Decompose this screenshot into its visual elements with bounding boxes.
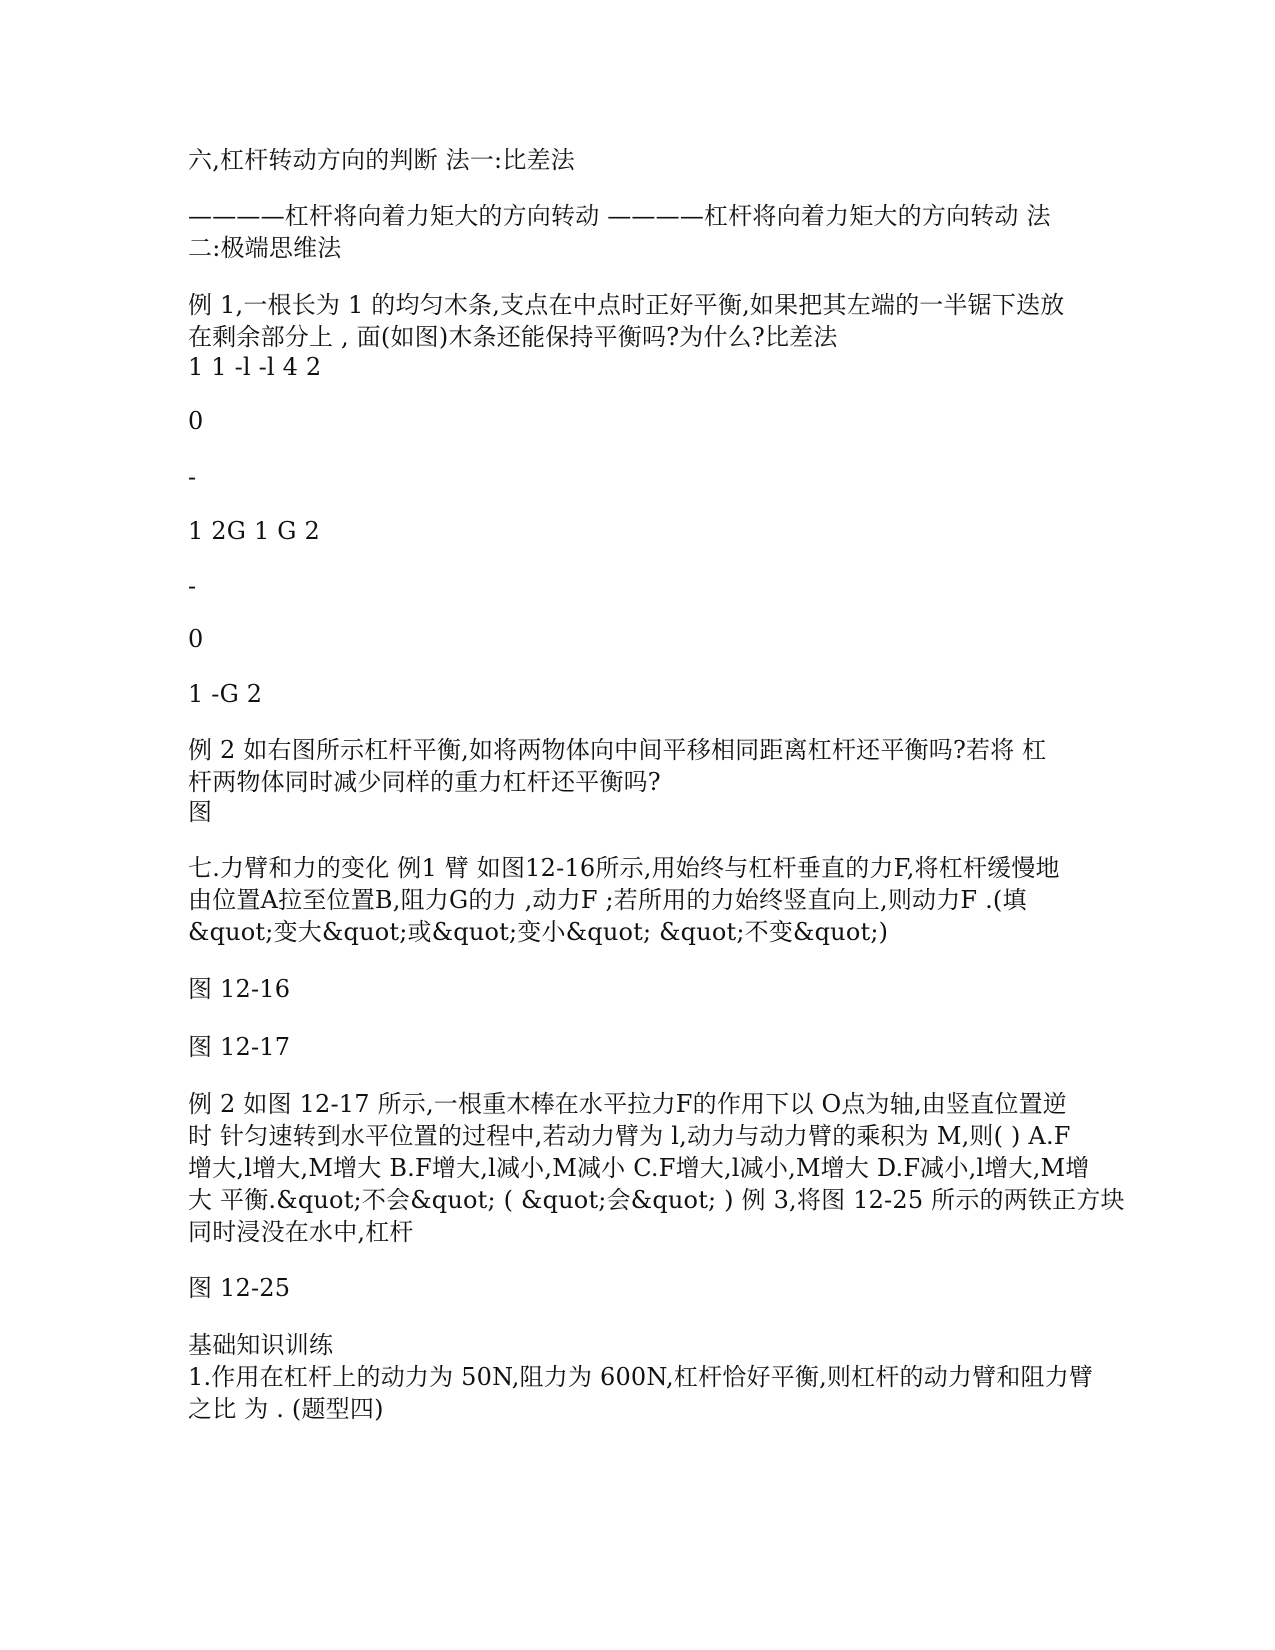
formula-line: 1 1 -l -l 4 2 — [188, 353, 322, 381]
formula-line: 0 — [188, 625, 204, 653]
figure-label: 图 12-25 — [188, 1274, 291, 1302]
text-line: ————杠杆将向着力矩大的方向转动 ————杠杆将向着力矩大的方向转动 法 — [188, 202, 1051, 230]
example-2b-text: 大 平衡.&quot;不会&quot; ( &quot;会&quot; ) 例 3,将图 12-25 所示的两铁正方块 — [188, 1186, 1125, 1214]
example-2b-text: 增大,l增大,M增大 B.F增大,l减小,M减小 C.F增大,l减小,M增大 D.F减小,l增大,M增 — [188, 1154, 1090, 1182]
example-2-text: 例 2 如右图所示杠杆平衡,如将两物体向中间平移相同距离杠杆还平衡吗?若将 杠 — [188, 736, 1047, 764]
exercise-1-text: 1.作用在杠杆上的动力为 50N,阻力为 600N,杠杆恰好平衡,则杠杆的动力臂和阻力臂 — [188, 1363, 1094, 1391]
example-2b-text: 时 针匀速转到水平位置的过程中,若动力臂为 l,动力与动力臂的乘积为 M,则( ) A.F — [188, 1122, 1071, 1150]
heading-lever-rotation: 六,杠杆转动方向的判断 法一:比差法 — [188, 146, 575, 174]
text-line: 由位置A拉至位置B,阻力G的力 ,动力F ;若所用的力始终竖直向上,则动力F .(填 — [188, 886, 1027, 914]
figure-label: 图 — [188, 798, 213, 826]
section-heading-basic-training: 基础知识训练 — [188, 1331, 334, 1359]
figure-label: 图 12-16 — [188, 975, 291, 1003]
example-1-text: 在剩余部分上 , 面(如图)木条还能保持平衡吗?为什么?比差法 — [188, 323, 838, 351]
example-2-text: 杆两物体同时减少同样的重力杠杆还平衡吗? — [188, 768, 661, 796]
formula-line: 0 — [188, 407, 204, 435]
formula-line: - — [188, 463, 197, 491]
example-2b-text: 同时浸没在水中,杠杆 — [188, 1218, 414, 1246]
formula-line: 1 -G 2 — [188, 680, 263, 708]
figure-label: 图 12-17 — [188, 1033, 291, 1061]
text-line: &quot;变大&quot;或&quot;变小&quot; &quot;不变&quot;) — [188, 918, 889, 946]
example-2b-text: 例 2 如图 12-17 所示,一根重木棒在水平拉力F的作用下以 O点为轴,由竖直位置逆 — [188, 1090, 1067, 1118]
formula-line: 1 2G 1 G 2 — [188, 517, 320, 545]
example-1-text: 例 1,一根长为 1 的均匀木条,支点在中点时正好平衡,如果把其左端的一半锯下迭放 — [188, 291, 1065, 319]
text-line: 二:极端思维法 — [188, 234, 342, 262]
heading-force-arm: 七.力臂和力的变化 例1 臂 如图12-16所示,用始终与杠杆垂直的力F,将杠杆缓慢地 — [188, 854, 1060, 882]
formula-line: - — [188, 572, 197, 600]
exercise-1-text: 之比 为 . (题型四) — [188, 1395, 384, 1423]
